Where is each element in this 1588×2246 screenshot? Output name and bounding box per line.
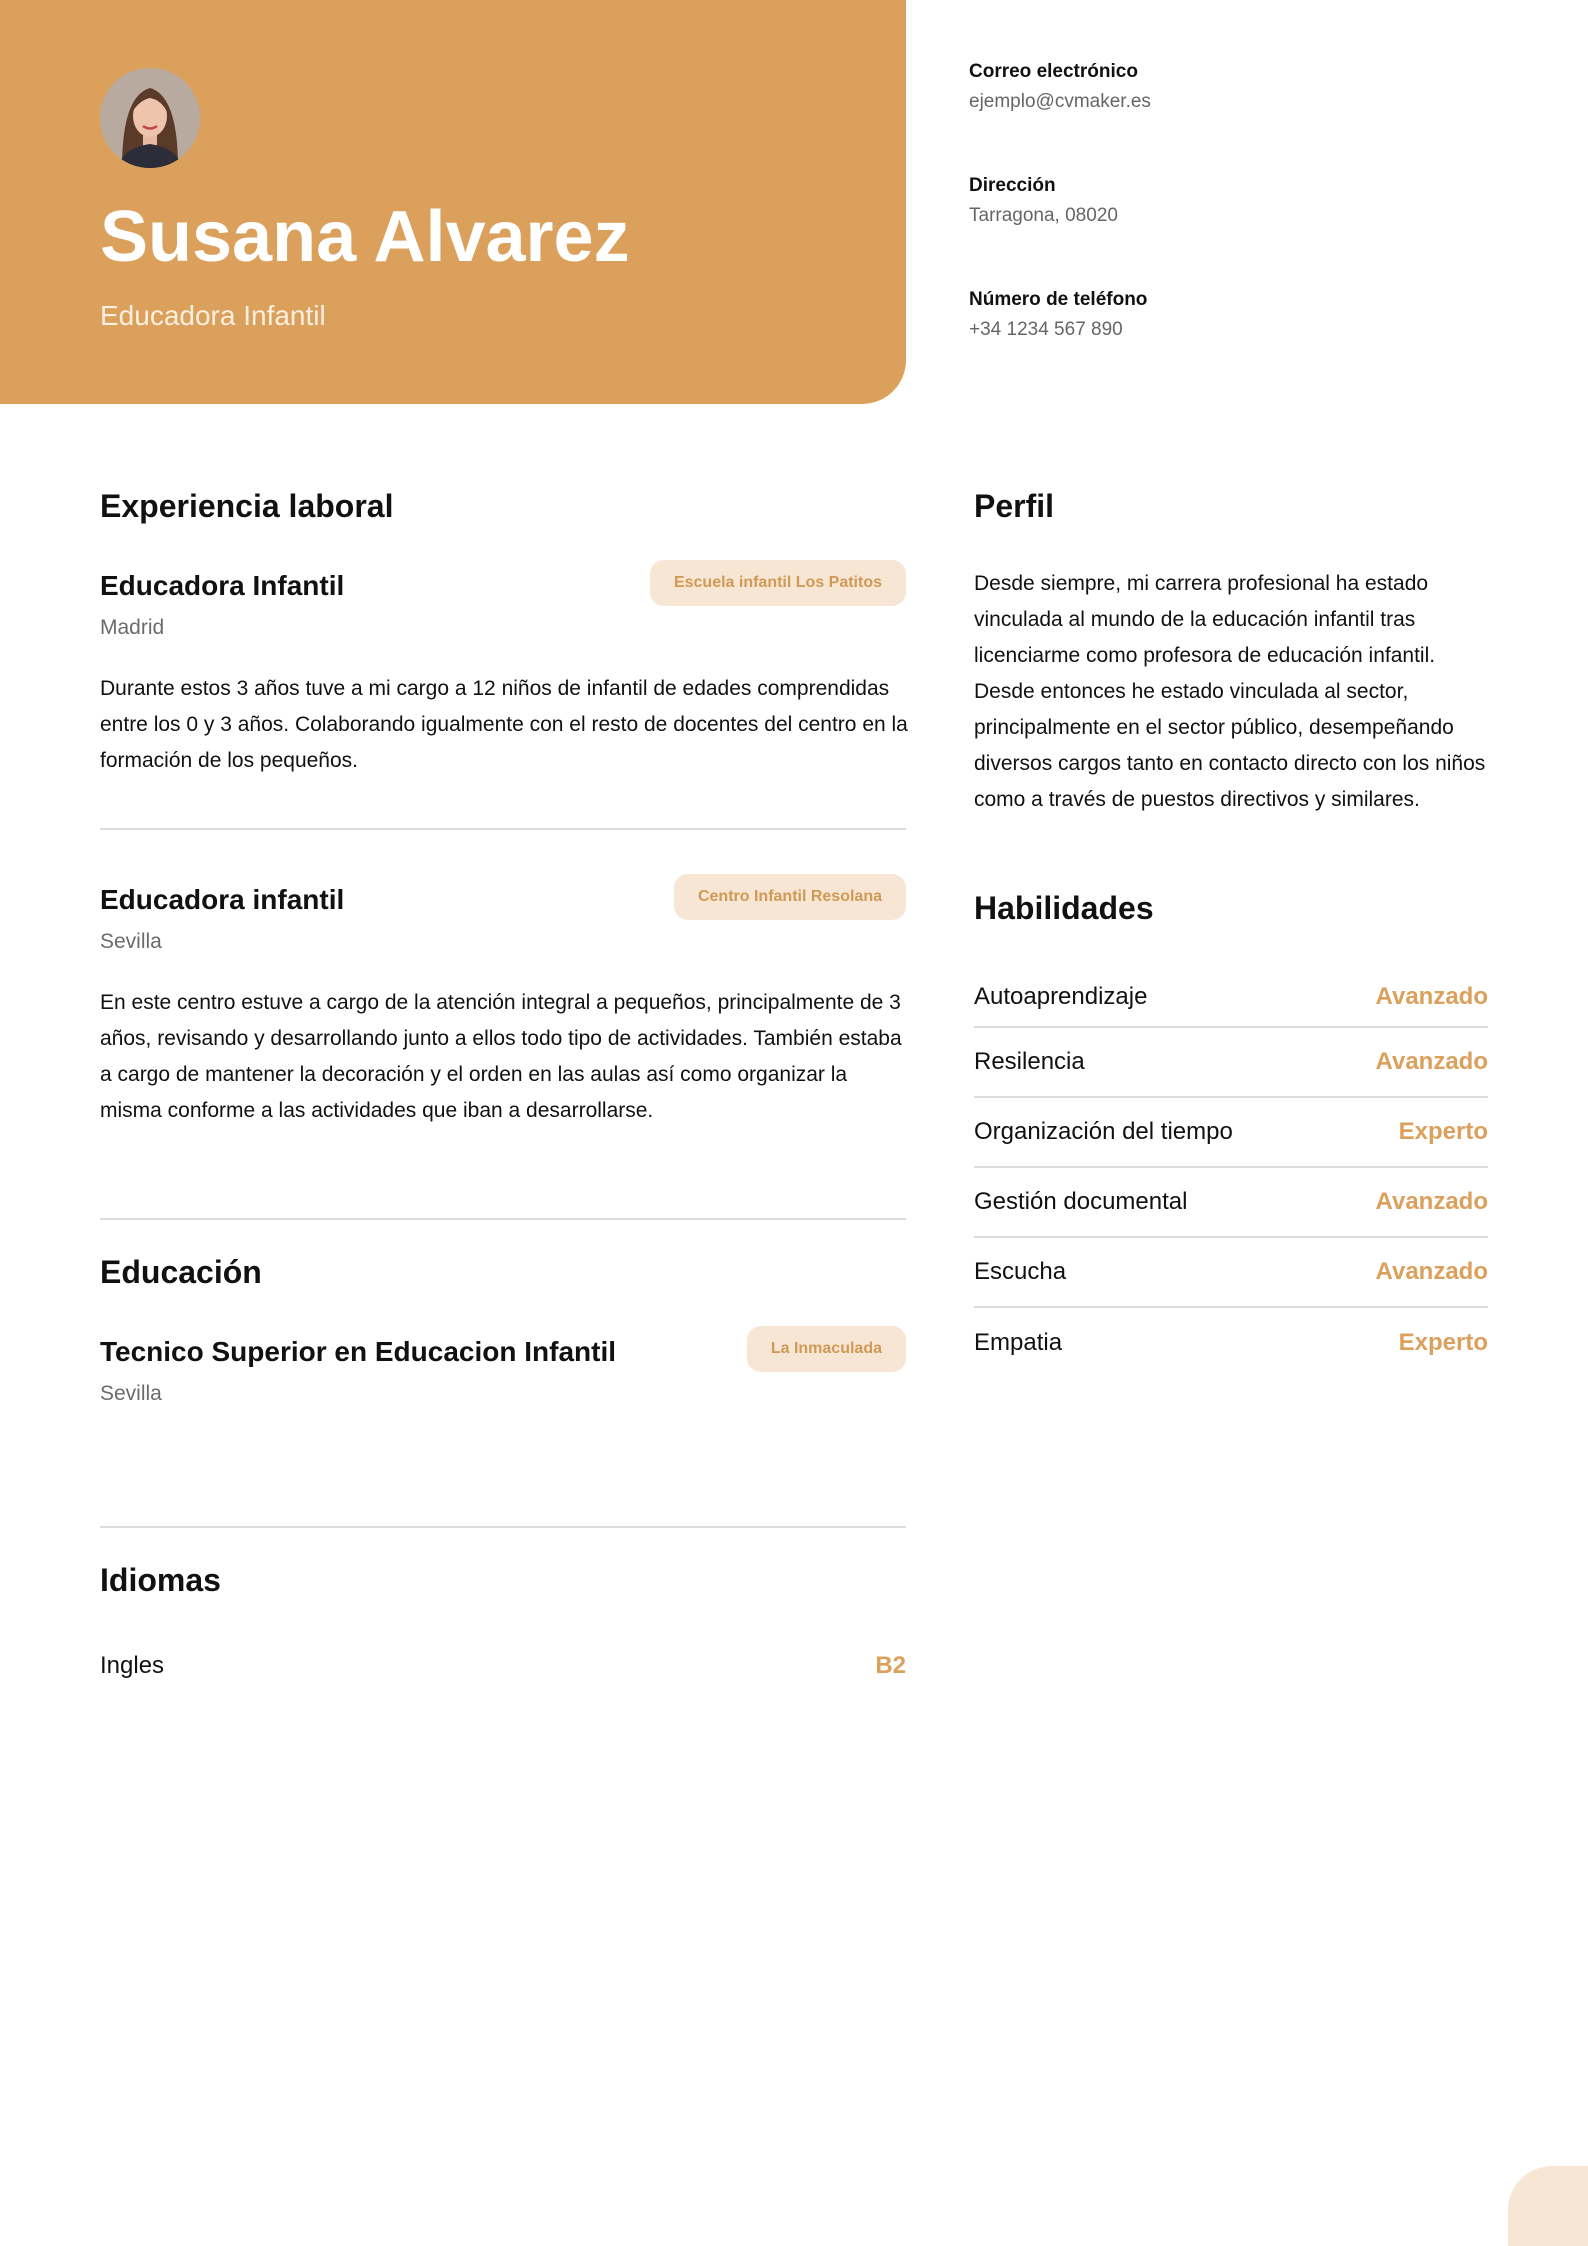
job-title: Educadora infantil <box>100 884 345 915</box>
skill-row <box>974 1308 1488 1378</box>
school-city: Sevilla <box>100 1382 162 1405</box>
job-city: Madrid <box>100 616 165 639</box>
phone-value: +34 1234 567 890 <box>969 319 1123 340</box>
skill-row <box>974 1028 1488 1098</box>
job-title: Educadora Infantil <box>100 570 345 601</box>
languages-heading: Idiomas <box>100 1562 221 1598</box>
avatar <box>100 68 200 168</box>
school-badge: La Inmaculada <box>747 1326 906 1372</box>
phone-label: Número de teléfono <box>969 289 1148 310</box>
skill-level: Experto <box>1398 1329 1488 1356</box>
divider <box>100 1526 906 1528</box>
email-label: Correo electrónico <box>969 61 1138 82</box>
job-city: Sevilla <box>100 930 162 953</box>
skill-row <box>974 1098 1488 1168</box>
skill-name: Resilencia <box>974 1048 1085 1075</box>
candidate-name: Susana Alvarez <box>100 197 630 277</box>
skill-name: Gestión documental <box>974 1188 1188 1215</box>
skill-name: Empatia <box>974 1329 1063 1356</box>
language-row <box>100 1652 906 1680</box>
experience-heading: Experiencia laboral <box>100 488 394 524</box>
skill-row <box>974 968 1488 1028</box>
profile-text: Desde siempre, mi carrera profesional ha estado vinculada al mundo de la educación infantil tras licenciarme como profesora de educación infantil. Desde entonces he estado vinculada al sector, principalmente en el sector público, desempeñando diversos cargos tanto en contacto directo con los niños como a través de puestos directivos y similares. <box>974 572 1486 811</box>
skill-level: Avanzado <box>1375 983 1488 1010</box>
skill-row <box>974 1168 1488 1238</box>
skills-heading: Habilidades <box>974 890 1154 926</box>
header-banner <box>0 0 906 404</box>
language-level: B2 <box>875 1652 906 1679</box>
education-heading: Educación <box>100 1254 262 1290</box>
skill-level: Avanzado <box>1375 1258 1488 1285</box>
avatar-portrait-icon <box>100 68 200 168</box>
address-value: Tarragona, 08020 <box>969 205 1118 226</box>
divider <box>100 828 906 830</box>
degree-title: Tecnico Superior en Educacion Infantil <box>100 1336 617 1367</box>
skill-level: Avanzado <box>1375 1048 1488 1075</box>
profile-heading: Perfil <box>974 488 1055 524</box>
skill-name: Escucha <box>974 1258 1067 1285</box>
decorative-corner <box>1508 2166 1588 2246</box>
skill-name: Organización del tiempo <box>974 1118 1233 1145</box>
contact-email <box>969 58 1151 118</box>
skill-level: Experto <box>1398 1118 1488 1145</box>
skill-name: Autoaprendizaje <box>974 983 1148 1010</box>
employer-badge: Centro Infantil Resolana <box>674 874 906 920</box>
address-label: Dirección <box>969 175 1056 196</box>
employer-badge: Escuela infantil Los Patitos <box>650 560 906 606</box>
skills-list <box>974 968 1488 1378</box>
language-name: Ingles <box>100 1652 165 1679</box>
candidate-role: Educadora Infantil <box>100 300 326 331</box>
skill-level: Avanzado <box>1375 1188 1488 1215</box>
job-description: Durante estos 3 años tuve a mi cargo a 12 niños de infantil de edades comprendidas entre los 0 y 3 años. Colaborando igualmente con el resto de docentes del centro en la formación de los pequeños. <box>100 677 908 772</box>
divider <box>100 1218 906 1220</box>
contact-address <box>969 172 1118 232</box>
job-description: En este centro estuve a cargo de la atención integral a pequeños, principalmente de 3 años, revisando y desarrollando junto a ellos todo tipo de actividades. También estaba a cargo de mantener la decoración y el orden en las aulas así como organizar la misma conforme a las actividades que iban a desarrollarse. <box>100 991 902 1122</box>
contact-phone <box>969 286 1147 346</box>
email-value: ejemplo@cvmaker.es <box>969 91 1151 112</box>
skill-row <box>974 1238 1488 1308</box>
